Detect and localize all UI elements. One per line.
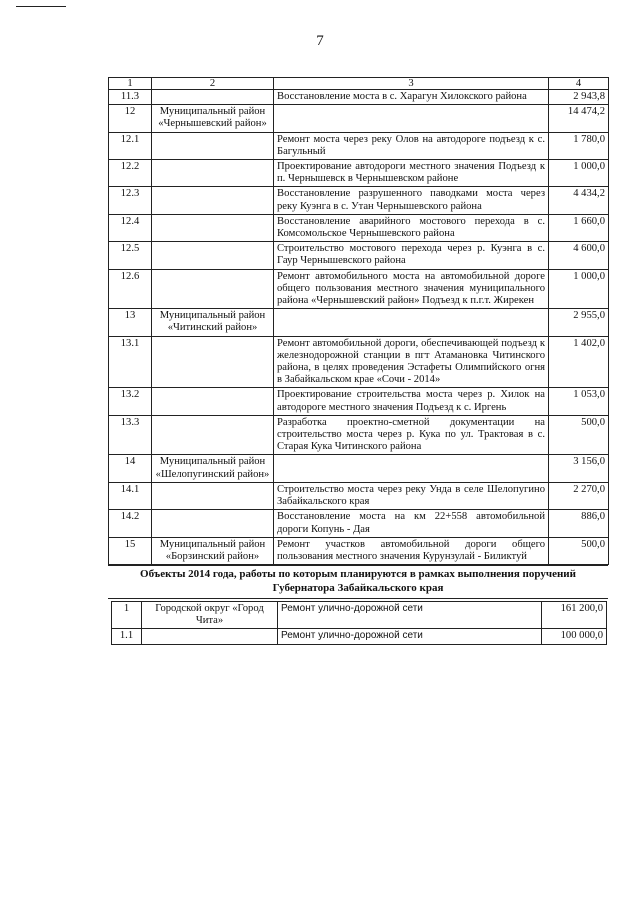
table-row — [109, 214, 609, 241]
row-description — [274, 309, 549, 336]
row-amount: 1 780,0 — [549, 132, 609, 159]
row-number: 13.3 — [109, 415, 152, 455]
row-amount: 2 943,8 — [549, 90, 609, 105]
row-number: 11.3 — [109, 90, 152, 105]
row-description: Восстановление моста на км 22+558 автомобильной дороги Копунь - Дая — [274, 510, 549, 537]
row-region — [152, 242, 274, 269]
top-rule — [16, 6, 66, 7]
table-row — [109, 482, 609, 509]
section-table-body — [112, 602, 607, 645]
row-amount: 1 402,0 — [549, 336, 609, 388]
table-row — [109, 132, 609, 159]
row-region: Городской округ «Город Чита» — [142, 602, 278, 629]
row-region: Муниципальный район «Шелопугинский район» — [152, 455, 274, 482]
row-amount: 1 660,0 — [549, 214, 609, 241]
row-amount: 100 000,0 — [542, 629, 607, 644]
table-row — [109, 510, 609, 537]
row-number: 12.1 — [109, 132, 152, 159]
row-amount: 2 955,0 — [549, 309, 609, 336]
page-number: 7 — [316, 33, 324, 49]
row-description: Ремонт улично-дорожной сети — [278, 602, 542, 629]
row-amount: 4 600,0 — [549, 242, 609, 269]
row-number: 12.5 — [109, 242, 152, 269]
row-description: Проектирование строительства моста через р. Хилок на автодороге местного значения Подъезд к с. Иргень — [274, 388, 549, 415]
row-number: 13.1 — [109, 336, 152, 388]
header-col-4: 4 — [549, 78, 609, 90]
section-table — [111, 601, 607, 645]
objects-table-body — [109, 78, 609, 565]
row-description: Восстановление моста в с. Харагун Хилокского района — [274, 90, 549, 105]
row-amount: 2 270,0 — [549, 482, 609, 509]
row-region — [152, 388, 274, 415]
table-row — [109, 242, 609, 269]
row-number: 12.3 — [109, 187, 152, 214]
row-description: Восстановление разрушенного паводками моста через реку Куэнга в с. Утан Чернышевского района — [274, 187, 549, 214]
table-row — [109, 309, 609, 336]
table-row — [109, 160, 609, 187]
row-description: Ремонт улично-дорожной сети — [278, 629, 542, 644]
row-region — [152, 132, 274, 159]
row-amount: 886,0 — [549, 510, 609, 537]
header-col-1: 1 — [109, 78, 152, 90]
row-description — [274, 105, 549, 132]
row-amount: 500,0 — [549, 415, 609, 455]
table-row — [112, 602, 607, 629]
row-region — [152, 187, 274, 214]
table-row — [109, 537, 609, 564]
row-number: 14 — [109, 455, 152, 482]
section-bottom-rule — [108, 598, 608, 599]
row-region: Муниципальный район «Борзинский район» — [152, 537, 274, 564]
row-amount: 4 434,2 — [549, 187, 609, 214]
table-row — [109, 105, 609, 132]
row-description: Ремонт участков автомобильной дороги общего пользования местного значения Курунзулай - Биликтуй — [274, 537, 549, 564]
row-number: 12.2 — [109, 160, 152, 187]
row-number: 12 — [109, 105, 152, 132]
header-col-3: 3 — [274, 78, 549, 90]
row-region — [152, 90, 274, 105]
column-number-header — [109, 78, 609, 90]
row-amount: 14 474,2 — [549, 105, 609, 132]
row-region — [152, 510, 274, 537]
row-description: Ремонт автомобильной дороги, обеспечивающей подъезд к железнодорожной станции в пгт Атамановка Читинского района, в целях проведения Эстафеты Олимпийского огня в Забайкальском крае «Сочи - 2014» — [274, 336, 549, 388]
row-amount: 1 000,0 — [549, 160, 609, 187]
table-row — [109, 336, 609, 388]
table-row — [109, 415, 609, 455]
row-region — [152, 482, 274, 509]
row-description — [274, 455, 549, 482]
row-description: Восстановление аварийного мостового перехода в с. Комсомольское Чернышевского района — [274, 214, 549, 241]
row-amount: 1 053,0 — [549, 388, 609, 415]
table-row — [112, 629, 607, 644]
row-region: Муниципальный район «Читинский район» — [152, 309, 274, 336]
row-amount: 1 000,0 — [549, 269, 609, 309]
row-amount: 161 200,0 — [542, 602, 607, 629]
table-row — [109, 187, 609, 214]
row-number: 13.2 — [109, 388, 152, 415]
row-region — [152, 336, 274, 388]
row-region — [152, 269, 274, 309]
row-number: 12.6 — [109, 269, 152, 309]
row-description: Ремонт автомобильного моста на автомобильной дороге общего пользования местного значения муниципального района «Чернышевский район» Подъезд к п.г.т. Жирекен — [274, 269, 549, 309]
row-number: 14.1 — [109, 482, 152, 509]
row-region: Муниципальный район «Чернышевский район» — [152, 105, 274, 132]
row-region — [152, 214, 274, 241]
row-region — [152, 160, 274, 187]
row-region — [142, 629, 278, 644]
row-number: 15 — [109, 537, 152, 564]
row-description: Разработка проектно-сметной документации на строительство моста через р. Кука по ул. Трактовая в с. Старая Кука Читинского района — [274, 415, 549, 455]
table-row — [109, 388, 609, 415]
row-number: 14.2 — [109, 510, 152, 537]
row-number: 1.1 — [112, 629, 142, 644]
row-amount: 500,0 — [549, 537, 609, 564]
section-heading: Объекты 2014 года, работы по которым планируются в рамках выполнения поручений Губернатора Забайкальского края — [140, 568, 576, 594]
row-number: 12.4 — [109, 214, 152, 241]
row-description: Строительство моста через реку Унда в селе Шелопугино Забайкальского края — [274, 482, 549, 509]
header-col-2: 2 — [152, 78, 274, 90]
table-row — [109, 269, 609, 309]
objects-table — [108, 77, 609, 565]
row-region — [152, 415, 274, 455]
row-amount: 3 156,0 — [549, 455, 609, 482]
row-number: 13 — [109, 309, 152, 336]
table-row — [109, 455, 609, 482]
row-description: Проектирование автодороги местного значения Подъезд к п. Чернышевск в Чернышевском районе — [274, 160, 549, 187]
table-row — [109, 90, 609, 105]
row-description: Строительство мостового перехода через р. Куэнга в с. Гаур Чернышевского района — [274, 242, 549, 269]
row-number: 1 — [112, 602, 142, 629]
row-description: Ремонт моста через реку Олов на автодороге подъезд к с. Багульный — [274, 132, 549, 159]
